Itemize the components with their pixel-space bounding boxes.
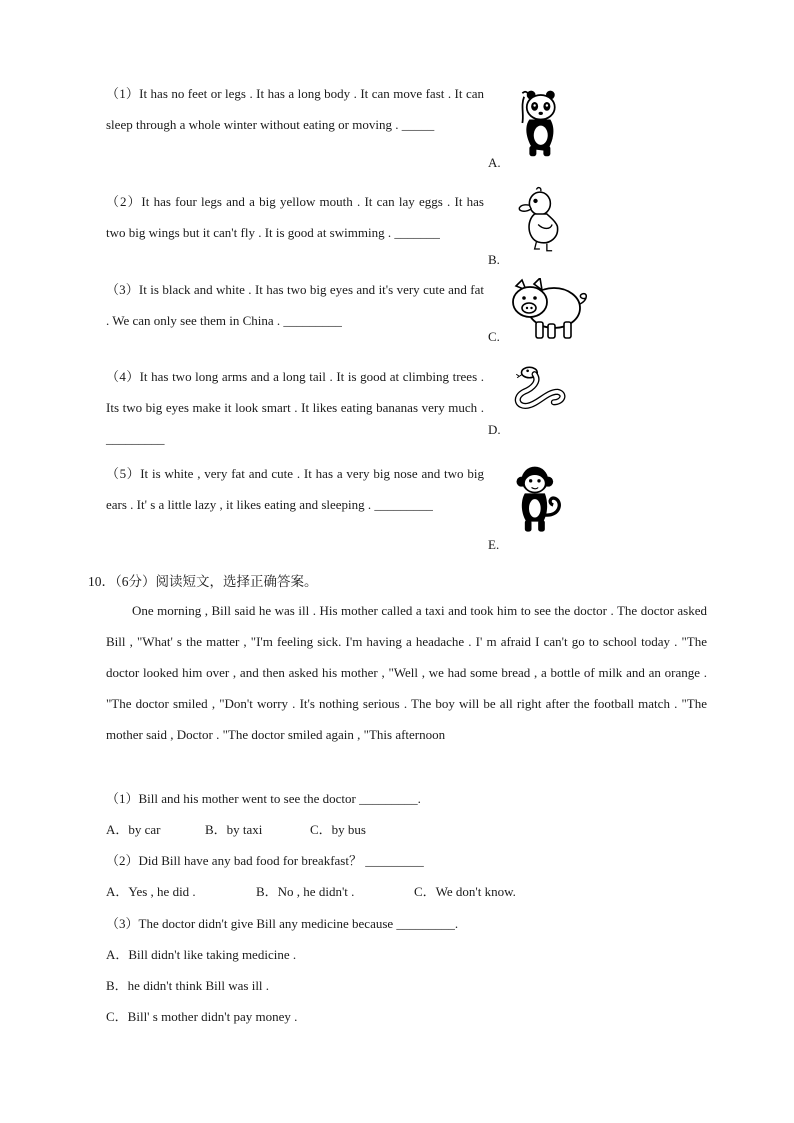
monkey-icon [508, 465, 570, 535]
matching-question-3: （3）It is black and white . It has two big eyes and it's very cute and fat . We can only see them in China . _________ [106, 282, 484, 328]
question-3-option-a: A．Bill didn't like taking medicine . [106, 947, 297, 962]
matching-question-5: （5）It is white , very fat and cute . It has a very big nose and two big ears . It' s a little lazy , it likes eating and sleeping . _________ [106, 466, 484, 512]
question-3-stem: （3）The doctor didn't give Bill any medicine because _________. [106, 916, 459, 931]
question-2-stem: （2）Did Bill have any bad food for breakfast？ _________ [106, 853, 424, 868]
option-letter-b: B. [488, 252, 500, 267]
question-1-stem: （1）Bill and his mother went to see the doctor _________. [106, 791, 421, 806]
matching-question-2: （2）It has four legs and a big yellow mouth . It can lay eggs . It has two big wings but it can't fly . It is good at swimming . _______ [106, 194, 484, 240]
pig-icon [508, 278, 590, 344]
question-2-option-b: B．No , he didn't . [256, 884, 355, 899]
question-1-option-b: B．by taxi [205, 822, 263, 837]
option-letter-e: E. [488, 537, 500, 552]
question-3-option-b: B．he didn't think Bill was ill . [106, 978, 270, 993]
duck-icon [508, 186, 570, 256]
question-2-option-a: A．Yes , he did . [106, 884, 196, 899]
section-heading: 10．（6分）阅读短文，选择正确答案。 [88, 574, 318, 589]
matching-question-1: （1）It has no feet or legs . It has a long body . It can move fast . It can sleep through a whole winter without eating or moving . _____ [106, 86, 484, 132]
snake-icon [508, 362, 570, 432]
question-2-option-c: C．We don't know. [414, 884, 516, 899]
question-1-option-a: A．by car [106, 822, 161, 837]
option-letter-c: C. [488, 329, 500, 344]
panda-icon [508, 88, 570, 158]
question-1-option-c: C．by bus [310, 822, 366, 837]
matching-question-4: （4）It has two long arms and a long tail . It is good at climbing trees . Its two big eyes make it look smart . It likes eating bananas very much . _________ [106, 369, 484, 446]
question-3-option-c: C．Bill' s mother didn't pay money . [106, 1009, 298, 1024]
reading-passage: One morning , Bill said he was ill . His mother called a taxi and took him to see the doctor . The doctor asked Bill , "What' s the matter , "I'm feeling sick. I'm having a headache . I' m afraid I can't go to school today . "The doctor looked him over , and then asked his mother , "Well , we had some bread , a bottle of milk and an orange . "The doctor smiled , "Don't worry . It's nothing serious . The boy will be all right after the football match . "The mother said , Doctor . "The doctor smiled again , "This afternoon [106, 603, 707, 742]
option-letter-a: A. [488, 155, 501, 170]
option-letter-d: D. [488, 422, 501, 437]
